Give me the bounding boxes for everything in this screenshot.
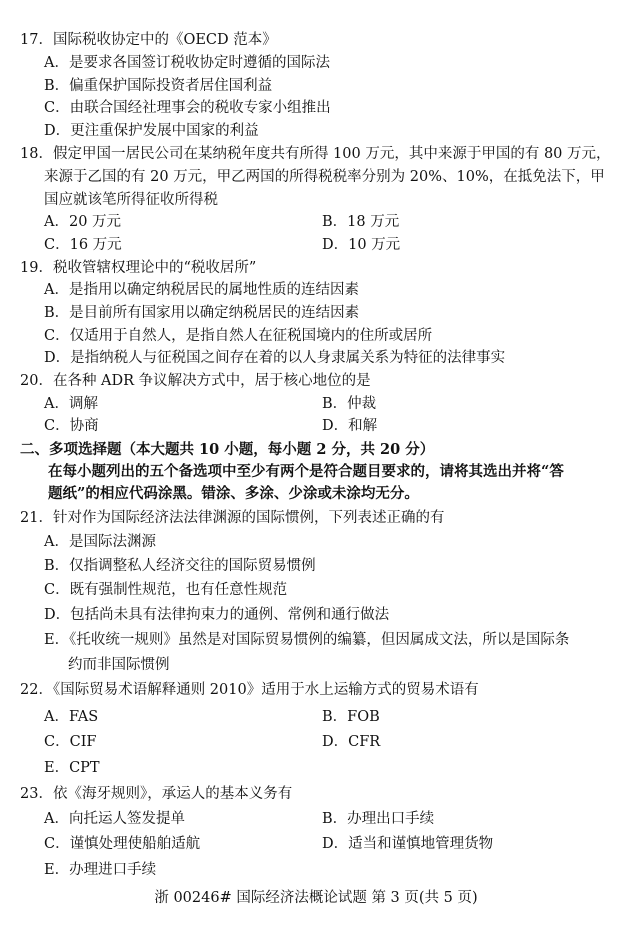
question-23-option-a: A．向托运人签发提单 — [44, 811, 185, 827]
question-19-stem: 19．税收管辖权理论中的“税收居所” — [20, 260, 257, 276]
question-17-option-d: D．更注重保护发展中国家的利益 — [44, 123, 259, 139]
question-20-option-b: B．仲裁 — [322, 396, 377, 412]
question-19-option-a: A．是指用以确定纳税居民的属地性质的连结因素 — [44, 282, 359, 298]
question-23-option-d: D．适当和谨慎地管理货物 — [322, 836, 494, 852]
question-18-option-a: A．20 万元 — [44, 214, 122, 230]
question-18-stem-line3: 国应就该笔所得征收所得税 — [44, 192, 218, 208]
question-22-stem: 22．《国际贸易术语解释通则 2010》适用于水上运输方式的贸易术语有 — [20, 682, 479, 698]
question-22-option-c: C．CIF — [44, 734, 97, 750]
question-22-option-d: D．CFR — [322, 734, 381, 750]
question-19-option-b: B．是目前所有国家用以确定纳税居民的连结因素 — [44, 305, 360, 321]
question-18-option-c: C．16 万元 — [44, 237, 122, 253]
question-21-stem: 21．针对作为国际经济法法律渊源的国际惯例，下列表述正确的有 — [20, 510, 445, 526]
question-20-stem: 20．在各种 ADR 争议解决方式中，居于核心地位的是 — [20, 373, 371, 389]
question-21-option-b: B．仅指调整私人经济交往的国际贸易惯例 — [44, 558, 316, 574]
question-17-option-b: B．偏重保护国际投资者居住国利益 — [44, 78, 273, 94]
question-17-option-a: A．是要求各国签订税收协定时遵循的国际法 — [44, 55, 330, 71]
question-23-option-e: E．办理进口手续 — [44, 862, 157, 878]
section-2-title: 二、多项选择题（本大题共 10 小题，每小题 2 分，共 20 分） — [20, 441, 435, 458]
question-17-option-c: C．由联合国经社理事会的税收专家小组推出 — [44, 100, 331, 116]
question-19-option-c: C．仅适用于自然人，是指自然人在征税国境内的住所或居所 — [44, 328, 433, 344]
section-2-instructions-line2: 题纸”的相应代码涂黑。错涂、多涂、少涂或未涂均无分。 — [48, 485, 419, 502]
question-21-option-e-line1: E．《托收统一规则》虽然是对国际贸易惯例的编纂，但因属成文法，所以是国际条 — [44, 632, 570, 648]
question-19-option-d: D．是指纳税人与征税国之间存在着的以人身隶属关系为特征的法律事实 — [44, 350, 506, 366]
question-20-option-c: C．协商 — [44, 418, 99, 434]
question-21-option-a: A．是国际法渊源 — [44, 534, 156, 550]
question-18-stem-line2: 来源于乙国的有 20 万元，甲乙两国的所得税税率分别为 20%、10%，在抵免法下，甲 — [44, 169, 605, 185]
question-20-option-a: A．调解 — [44, 396, 98, 412]
question-17-stem: 17．国际税收协定中的《OECD 范本》 — [20, 32, 277, 48]
page-footer: 浙 00246# 国际经济法概论试题 第 3 页(共 5 页) — [154, 890, 478, 906]
question-22-option-e: E．CPT — [44, 760, 100, 776]
question-18-option-b: B．18 万元 — [322, 214, 400, 230]
question-22-option-b: B．FOB — [322, 709, 380, 725]
question-23-stem: 23．依《海牙规则》，承运人的基本义务有 — [20, 786, 293, 802]
question-20-option-d: D．和解 — [322, 418, 378, 434]
question-23-option-b: B．办理出口手续 — [322, 811, 435, 827]
question-21-option-e-line2: 约而非国际惯例 — [68, 657, 170, 673]
section-2-instructions-line1: 在每小题列出的五个备选项中至少有两个是符合题目要求的，请将其选出并将“答 — [48, 463, 564, 480]
question-21-option-c: C．既有强制性规范，也有任意性规范 — [44, 582, 288, 598]
question-18-option-d: D．10 万元 — [322, 237, 401, 253]
question-22-option-a: A．FAS — [44, 709, 99, 725]
question-21-option-d: D．包括尚未具有法律拘束力的通例、常例和通行做法 — [44, 607, 390, 623]
question-18-stem-line1: 18．假定甲国一居民公司在某纳税年度共有所得 100 万元，其中来源于甲国的有 80 万元， — [20, 146, 611, 162]
question-23-option-c: C．谨慎处理使船舶适航 — [44, 836, 201, 852]
